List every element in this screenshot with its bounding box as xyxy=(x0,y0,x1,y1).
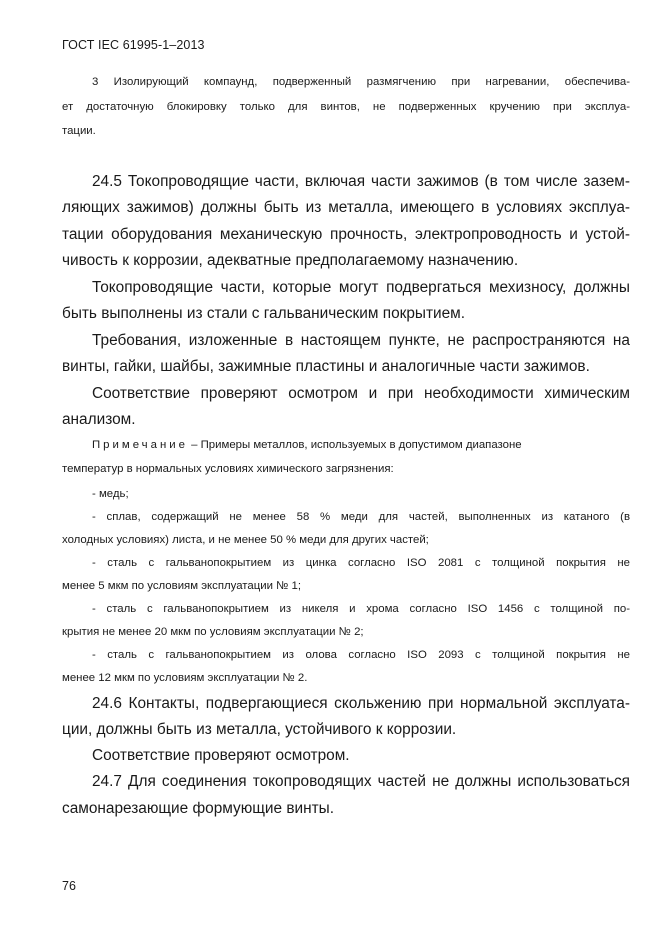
note-line-1 xyxy=(92,439,630,451)
note-item-5-line-1: - сталь с гальванопокрытием из олова согласно ISO 2093 с толщиной покрытия не xyxy=(92,649,630,661)
document-header: ГОСТ IEC 61995-1–2013 xyxy=(62,38,205,52)
note-line-2: температур в нормальных условиях химического загрязнения: xyxy=(62,463,394,475)
note3-line-2: ет достаточную блокировку только для винтов, не подверженных кручению при эксплуа- xyxy=(62,101,630,113)
s24-5-p4-line-1: Соответствие проверяют осмотром и при необходимости химическим xyxy=(92,385,630,402)
s24-5-p3-line-2: винты, гайки, шайбы, зажимные пластины и аналогичные части зажимов. xyxy=(62,358,590,375)
note-item-4-line-2: крытия не менее 20 мкм по условиям эксплуатации № 2; xyxy=(62,626,364,638)
s24-5-p1-line-3: тации оборудования механическую прочность, электропроводность и устой- xyxy=(62,226,630,243)
note-item-2-line-2: холодных условиях) листа, и не менее 50 % меди для других частей; xyxy=(62,534,429,546)
s24-6-p1-line-1: 24.6 Контакты, подвергающиеся скольжению при нормальной эксплуата- xyxy=(92,695,630,712)
s24-7-p1-line-2: самонарезающие формующие винты. xyxy=(62,800,335,817)
note-label: Примечание xyxy=(92,439,188,451)
note-line-1-text: – Примеры металлов, используемых в допустимом диапазоне xyxy=(191,439,522,451)
s24-5-p4-line-2: анализом. xyxy=(62,411,136,428)
s24-5-p2-line-1: Токопроводящие части, которые могут подвергаться мехизносу, должны xyxy=(92,279,630,296)
s24-6-p2: Соответствие проверяют осмотром. xyxy=(92,747,350,764)
note-item-3-line-2: менее 5 мкм по условиям эксплуатации № 1; xyxy=(62,580,302,592)
note-item-3-line-1: - сталь с гальванопокрытием из цинка согласно ISO 2081 с толщиной покрытия не xyxy=(92,557,630,569)
s24-5-p1-line-4: чивость к коррозии, адекватные предполагаемому назначению. xyxy=(62,252,519,269)
note3-line-3: тации. xyxy=(62,125,96,137)
note3-line-1: 3 Изолирующий компаунд, подверженный размягчению при нагревании, обеспечива- xyxy=(92,76,630,88)
note-item-1: - медь; xyxy=(92,488,129,500)
s24-5-p2-line-2: быть выполнены из стали с гальваническим покрытием. xyxy=(62,305,466,322)
s24-5-p1-line-2: ляющих зажимов) должны быть из металла, имеющего в условиях эксплуа- xyxy=(62,199,630,216)
s24-5-p1-line-1: 24.5 Токопроводящие части, включая части зажимов (в том числе зазем- xyxy=(92,173,630,190)
note-item-4-line-1: - сталь с гальванопокрытием из никеля и хрома согласно ISO 1456 с толщиной по- xyxy=(92,603,630,615)
s24-7-p1-line-1: 24.7 Для соединения токопроводящих частей не должны использоваться xyxy=(92,773,630,790)
note-item-2-line-1: - сплав, содержащий не менее 58 % меди для частей, выполненных из катаного (в xyxy=(92,511,630,523)
s24-5-p3-line-1: Требования, изложенные в настоящем пункте, не распространяются на xyxy=(92,332,630,349)
s24-6-p1-line-2: ции, должны быть из металла, устойчивого к коррозии. xyxy=(62,721,457,738)
note-item-5-line-2: менее 12 мкм по условиям эксплуатации № 2. xyxy=(62,672,308,684)
page-number: 76 xyxy=(62,879,76,893)
